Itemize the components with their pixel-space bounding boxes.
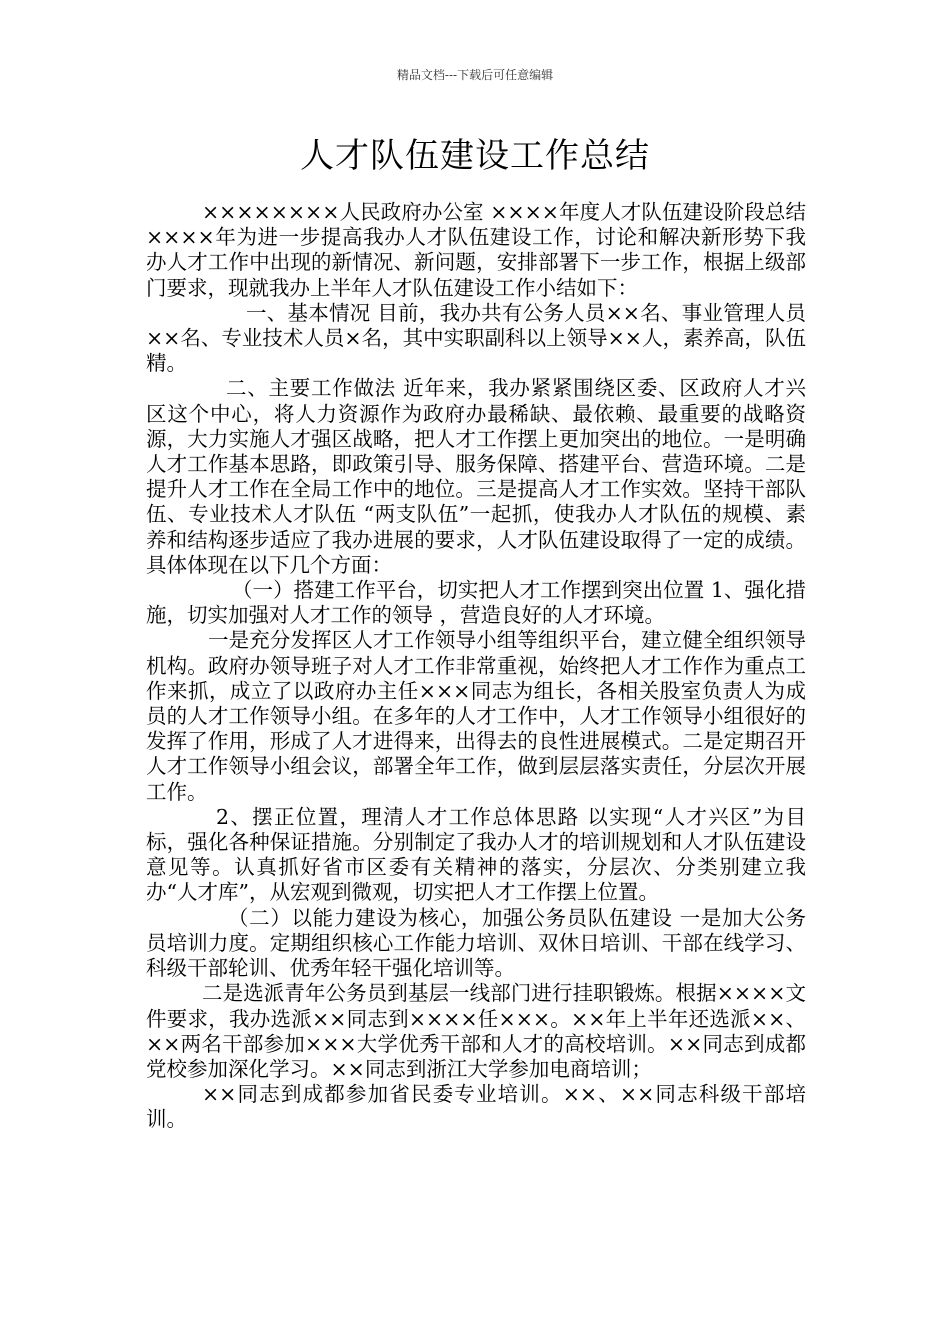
paragraph-main-practices: 二、主要工作做法 近年来，我办紧紧围绕区委、区政府人才兴区这个中心，将人力资源作为政府办最稀缺、最依赖、最重要的战略资源，大力实施人才强区战略，把人才工作摆上更加突出的地位。一是明确人才工作基本思路，即政策引导、服务保障、搭建平台、营造环境。二是提升人才工作在全局工作中的地位。三是提高人才工作实效。坚持干部队伍、专业技术人才队伍 “两支队伍”一起抓，使我办人才队伍的规模、素养和结构逐步适应了我办进展的要求，人才队伍建设取得了一定的成绩。具体体现在以下几个方面： <box>146 376 806 577</box>
paragraph-leadership-platform: 一是充分发挥区人才工作领导小组等组织平台，建立健全组织领导机构。政府办领导班子对人才工作非常重视，始终把人才工作作为重点工作来抓，成立了以政府办主任×××同志为组长，各相关股室负责人为成员的人才工作领导小组。在多年的人才工作中，人才工作领导小组很好的发挥了作用，形成了人才进得来，出得去的良性进展模式。二是定期召开人才工作领导小组会议，部署全年工作，做到层层落实责任，分层次开展工作。 <box>146 628 806 804</box>
paragraph-secondment: 二是选派青年公务员到基层一线部门进行挂职锻炼。根据××××文件要求，我办选派××同志到××××任×××。××年上半年还选派××、××两名干部参加×××大学优秀干部和人才的高校培训。××同志到成都党校参加深化学习。××同志到浙江大学参加电商培训； <box>146 981 806 1081</box>
paragraph-section-two: （二）以能力建设为核心，加强公务员队伍建设 一是加大公务员培训力度。定期组织核心工作能力培训、双休日培训、干部在线学习、科级干部轮训、优秀年轻干强化培训等。 <box>146 905 806 981</box>
paragraph-basic-situation: 一、基本情况 目前，我办共有公务人员××名、事业管理人员××名、专业技术人员×名，其中实职副科以上领导××人，素养高，队伍精。 <box>146 300 806 376</box>
paragraph-section-one: （一）搭建工作平台，切实把人才工作摆到突出位置 1、强化措施，切实加强对人才工作的领导 ，营造良好的人才环境。 <box>146 578 806 628</box>
header-note: 精品文档---下载后可任意编辑 <box>396 68 554 82</box>
paragraph-intro: ××××××××人民政府办公室 ××××年度人才队伍建设阶段总结 ××××年为进一步提高我办人才队伍建设工作，讨论和解决新形势下我办人才工作中出现的新情况、新问题，安排部署下一步工作，根据上级部门要求，现就我办上半年人才队伍建设工作小结如下： <box>146 200 806 300</box>
document-title: 人才队伍建设工作总结 <box>300 136 650 176</box>
paragraph-overall-approach: 2、摆正位置，理清人才工作总体思路 以实现“人才兴区”为目标，强化各种保证措施。分别制定了我办人才的培训规划和人才队伍建设意见等。认真抓好省市区委有关精神的落实，分层次、分类别建立我办“人才库”，从宏观到微观，切实把人才工作摆上位置。 <box>146 804 806 905</box>
document-body <box>146 200 806 1133</box>
paragraph-training: ××同志到成都参加省民委专业培训。××、××同志科级干部培训。 <box>146 1082 806 1132</box>
